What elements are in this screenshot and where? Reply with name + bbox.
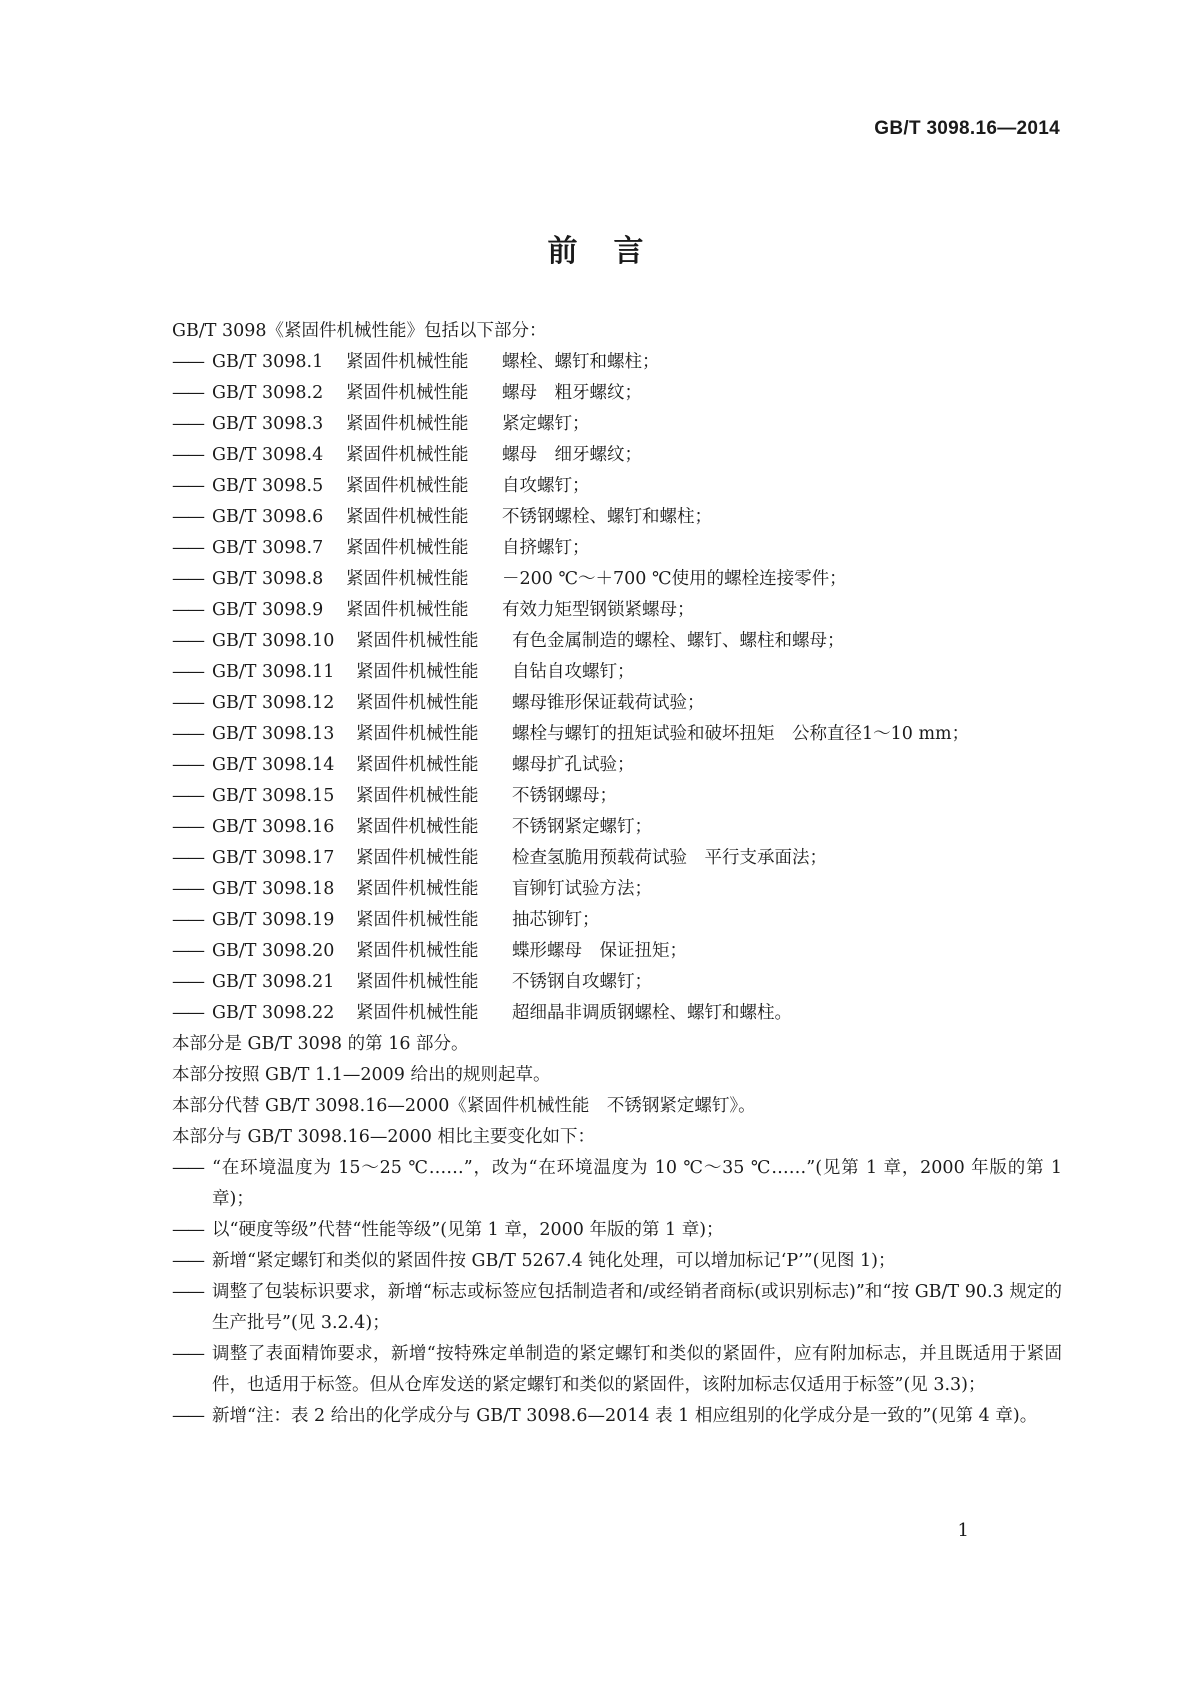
part-subtitle: 超细晶非调质钢螺栓、螺钉和螺柱。 — [512, 1003, 792, 1023]
part-code: GB/T 3098.22 — [212, 1003, 335, 1023]
change-text: 调整了表面精饰要求，新增“按特殊定单制造的紧定螺钉和类似的紧固件，应有附加标志，并且既适用于紧固件，也适用于标签。但从仓库发送的紧定螺钉和类似的紧固件，该附加标志仅适用于标签”(见 3.3)； — [212, 1344, 1062, 1395]
part-subtitle: 自钻自攻螺钉； — [512, 662, 635, 682]
part-code: GB/T 3098.10 — [212, 631, 335, 651]
part-code: GB/T 3098.17 — [212, 848, 335, 868]
part-family-title: 紧固件机械性能 — [346, 569, 469, 589]
part-subtitle: 螺母扩孔试验； — [512, 755, 635, 775]
statements — [172, 1029, 1062, 1153]
part-item — [172, 967, 1062, 998]
part-subtitle: 抽芯铆钉； — [512, 910, 600, 930]
dash-mark: —— — [172, 538, 203, 558]
part-item — [172, 843, 1062, 874]
statement-paragraph: 本部分代替 GB/T 3098.16—2000《紧固件机械性能 不锈钢紧定螺钉》。 — [172, 1096, 756, 1116]
change-item — [172, 1277, 1062, 1339]
dash-mark: —— — [172, 445, 203, 465]
part-subtitle: 不锈钢紧定螺钉； — [512, 817, 652, 837]
dash-mark: —— — [172, 786, 203, 806]
part-family-title: 紧固件机械性能 — [356, 662, 479, 682]
part-item — [172, 936, 1062, 967]
dash-mark: —— — [172, 693, 203, 713]
standard-code-header: GB/T 3098.16—2014 — [874, 118, 1060, 139]
dash-mark: —— — [172, 507, 203, 527]
page-title: 前言 — [547, 234, 680, 269]
change-item — [172, 1339, 1062, 1401]
part-item — [172, 750, 1062, 781]
intro-paragraph: GB/T 3098《紧固件机械性能》包括以下部分： — [172, 321, 547, 341]
part-item — [172, 502, 1062, 533]
dash-mark: —— — [172, 972, 203, 992]
dash-mark: —— — [172, 1344, 203, 1364]
dash-mark: —— — [172, 662, 203, 682]
statement-paragraph: 本部分是 GB/T 3098 的第 16 部分。 — [172, 1034, 469, 1054]
part-item — [172, 471, 1062, 502]
part-subtitle: 不锈钢自攻螺钉； — [512, 972, 652, 992]
part-item — [172, 595, 1062, 626]
document-body — [172, 316, 1062, 1432]
part-subtitle: 自挤螺钉； — [502, 538, 590, 558]
dash-mark: —— — [172, 910, 203, 930]
part-code: GB/T 3098.7 — [212, 538, 324, 558]
part-item — [172, 688, 1062, 719]
part-code: GB/T 3098.20 — [212, 941, 335, 961]
part-code: GB/T 3098.18 — [212, 879, 335, 899]
part-family-title: 紧固件机械性能 — [356, 817, 479, 837]
part-subtitle: 检查氢脆用预载荷试验 平行支承面法； — [512, 848, 827, 868]
part-family-title: 紧固件机械性能 — [356, 941, 479, 961]
parts-list — [172, 347, 1062, 1029]
part-item — [172, 626, 1062, 657]
part-family-title: 紧固件机械性能 — [356, 848, 479, 868]
dash-mark: —— — [172, 1158, 203, 1178]
part-code: GB/T 3098.6 — [212, 507, 324, 527]
change-item — [172, 1401, 1062, 1432]
part-item — [172, 719, 1062, 750]
part-family-title: 紧固件机械性能 — [346, 507, 469, 527]
part-code: GB/T 3098.4 — [212, 445, 324, 465]
part-family-title: 紧固件机械性能 — [356, 1003, 479, 1023]
part-family-title: 紧固件机械性能 — [356, 631, 479, 651]
part-code: GB/T 3098.8 — [212, 569, 324, 589]
part-item — [172, 874, 1062, 905]
dash-mark: —— — [172, 817, 203, 837]
dash-mark: —— — [172, 600, 203, 620]
dash-mark: —— — [172, 1220, 203, 1240]
part-code: GB/T 3098.16 — [212, 817, 335, 837]
part-family-title: 紧固件机械性能 — [346, 476, 469, 496]
part-family-title: 紧固件机械性能 — [356, 786, 479, 806]
change-text: 新增“紧定螺钉和类似的紧固件按 GB/T 5267.4 钝化处理，可以增加标记‘P’”(见图 1)； — [212, 1251, 896, 1271]
part-subtitle: 自攻螺钉； — [502, 476, 590, 496]
part-subtitle: 螺母锥形保证载荷试验； — [512, 693, 705, 713]
part-item — [172, 812, 1062, 843]
part-subtitle: 螺栓、螺钉和螺柱； — [502, 352, 660, 372]
part-code: GB/T 3098.21 — [212, 972, 335, 992]
part-subtitle: 有效力矩型钢锁紧螺母； — [502, 600, 695, 620]
part-subtitle: 螺母 粗牙螺纹； — [502, 383, 642, 403]
part-family-title: 紧固件机械性能 — [356, 879, 479, 899]
part-family-title: 紧固件机械性能 — [356, 972, 479, 992]
part-family-title: 紧固件机械性能 — [356, 693, 479, 713]
dash-mark: —— — [172, 1406, 203, 1426]
part-subtitle: 有色金属制造的螺栓、螺钉、螺柱和螺母； — [512, 631, 845, 651]
part-code: GB/T 3098.14 — [212, 755, 335, 775]
dash-mark: —— — [172, 631, 203, 651]
change-text: 新增“注：表 2 给出的化学成分与 GB/T 3098.6—2014 表 1 相应组别的化学成分是一致的”(见第 4 章)。 — [212, 1406, 1038, 1426]
part-item — [172, 781, 1062, 812]
part-item — [172, 347, 1062, 378]
part-subtitle: －200 ℃～＋700 ℃使用的螺栓连接零件； — [502, 569, 847, 589]
part-subtitle: 螺母 细牙螺纹； — [502, 445, 642, 465]
change-item — [172, 1246, 1062, 1277]
part-item — [172, 440, 1062, 471]
dash-mark: —— — [172, 476, 203, 496]
part-family-title: 紧固件机械性能 — [346, 445, 469, 465]
part-subtitle: 盲铆钉试验方法； — [512, 879, 652, 899]
part-code: GB/T 3098.2 — [212, 383, 324, 403]
dash-mark: —— — [172, 755, 203, 775]
part-item — [172, 998, 1062, 1029]
part-family-title: 紧固件机械性能 — [346, 600, 469, 620]
part-code: GB/T 3098.15 — [212, 786, 335, 806]
part-code: GB/T 3098.19 — [212, 910, 335, 930]
statement-paragraph: 本部分按照 GB/T 1.1—2009 给出的规则起草。 — [172, 1065, 551, 1085]
dash-mark: —— — [172, 1251, 203, 1271]
part-family-title: 紧固件机械性能 — [346, 352, 469, 372]
dash-mark: —— — [172, 879, 203, 899]
part-family-title: 紧固件机械性能 — [346, 414, 469, 434]
dash-mark: —— — [172, 352, 203, 372]
part-subtitle: 螺栓与螺钉的扭矩试验和破坏扭矩 公称直径1～10 mm； — [512, 724, 970, 744]
change-text: 调整了包装标识要求，新增“标志或标签应包括制造者和/或经销者商标(或识别标志)”和“按 GB/T 90.3 规定的生产批号”(见 3.2.4)； — [212, 1282, 1062, 1333]
change-text: “在环境温度为 15～25 ℃……”，改为“在环境温度为 10 ℃～35 ℃……”(见第 1 章，2000 年版的第 1 章)； — [212, 1158, 1062, 1209]
part-family-title: 紧固件机械性能 — [356, 910, 479, 930]
part-item — [172, 657, 1062, 688]
part-code: GB/T 3098.12 — [212, 693, 335, 713]
part-subtitle: 蝶形螺母 保证扭矩； — [512, 941, 687, 961]
part-subtitle: 紧定螺钉； — [502, 414, 590, 434]
part-code: GB/T 3098.11 — [212, 662, 335, 682]
dash-mark: —— — [172, 414, 203, 434]
part-family-title: 紧固件机械性能 — [346, 538, 469, 558]
dash-mark: —— — [172, 383, 203, 403]
dash-mark: —— — [172, 569, 203, 589]
change-item — [172, 1215, 1062, 1246]
dash-mark: —— — [172, 848, 203, 868]
part-code: GB/T 3098.9 — [212, 600, 324, 620]
part-family-title: 紧固件机械性能 — [356, 724, 479, 744]
dash-mark: —— — [172, 941, 203, 961]
changes-list — [172, 1153, 1062, 1432]
part-code: GB/T 3098.13 — [212, 724, 335, 744]
dash-mark: —— — [172, 724, 203, 744]
part-item — [172, 905, 1062, 936]
part-code: GB/T 3098.3 — [212, 414, 324, 434]
part-item — [172, 564, 1062, 595]
part-item — [172, 409, 1062, 440]
change-item — [172, 1153, 1062, 1215]
part-code: GB/T 3098.1 — [212, 352, 324, 372]
page-number: 1 — [957, 1520, 969, 1541]
part-subtitle: 不锈钢螺栓、螺钉和螺柱； — [502, 507, 712, 527]
part-item — [172, 378, 1062, 409]
part-subtitle: 不锈钢螺母； — [512, 786, 617, 806]
part-item — [172, 533, 1062, 564]
dash-mark: —— — [172, 1282, 203, 1302]
part-family-title: 紧固件机械性能 — [346, 383, 469, 403]
dash-mark: —— — [172, 1003, 203, 1023]
change-text: 以“硬度等级”代替“性能等级”(见第 1 章，2000 年版的第 1 章)； — [212, 1220, 724, 1240]
statement-paragraph: 本部分与 GB/T 3098.16—2000 相比主要变化如下： — [172, 1127, 595, 1147]
part-family-title: 紧固件机械性能 — [356, 755, 479, 775]
part-code: GB/T 3098.5 — [212, 476, 324, 496]
